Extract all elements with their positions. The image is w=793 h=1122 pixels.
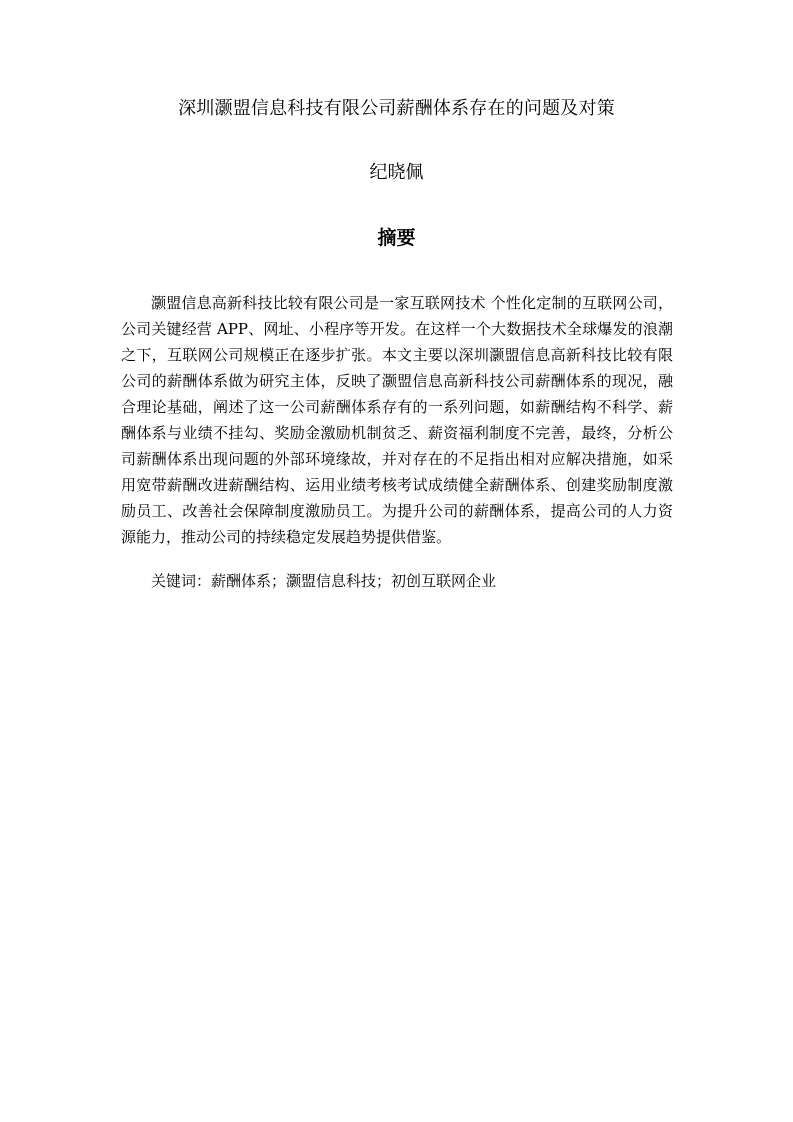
- abstract-body: 灏盟信息高新科技比较有限公司是一家互联网技术 个性化定制的互联网公司，公司关键经营 APP、网址、小程序等开发。在这样一个大数据技术全球爆发的浪潮之下，互联网公司规模正在逐步扩张。本文主要以深圳灏盟信息高新科技比较有限公司的薪酬体系做为研究主体，反映了灏盟信息高新科技公司薪酬体系的现况，融合理论基础，阐述了这一公司薪酬体系存有的一系列问题，如薪酬结构不科学、薪酬体系与业绩不挂勾、奖励金激励机制贫乏、薪资福利制度不完善，最终，分析公司薪酬体系出现问题的外部环境缘故，并对存在的不足指出相对应解决措施，如采用宽带薪酬改进薪酬结构、运用业绩考核考试成绩健全薪酬体系、创建奖励制度激励员工、改善社会保障制度激励员工。为提升公司的薪酬体系，提高公司的人力资源能力，推动公司的持续稳定发展趋势提供借鉴。: [121, 294, 673, 546]
- keywords-list: 薪酬体系；灏盟信息科技；初创互联网企业: [211, 572, 497, 590]
- abstract-heading: 摘要: [377, 227, 416, 249]
- author-name: 纪晓佩: [369, 162, 424, 183]
- paper-title: 深圳灏盟信息科技有限公司薪酬体系存在的问题及对策: [178, 98, 615, 119]
- keywords-label: 关键词：: [151, 572, 212, 590]
- keywords-line: [151, 568, 671, 594]
